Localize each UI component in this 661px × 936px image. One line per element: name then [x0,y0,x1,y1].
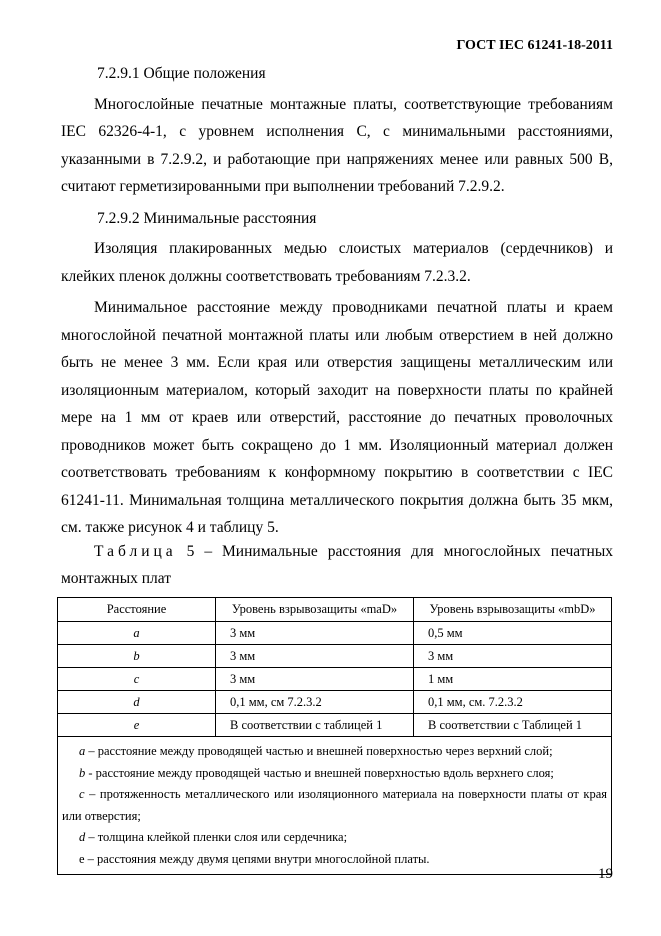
row-mad-value: 3 мм [216,622,414,645]
row-mbd-value: 0,5 мм [414,622,612,645]
header-mad: Уровень взрывозащиты «maD» [216,598,414,622]
note-a: a – расстояние между проводящей частью и внешней поверхностью через верхний слой; [79,744,553,758]
document-code: ГОСТ IEC 61241-18-2011 [456,38,613,53]
table-row [58,714,612,737]
note-d: d – толщина клейкой пленки слоя или сердечника; [79,830,348,844]
table-notes-row [58,737,612,875]
table-caption-text: 5 – Минимальные расстояния для многослойных печатных монтажных плат [61,543,613,587]
header-distance: Расстояние [58,598,216,622]
distances-table [57,597,612,875]
row-mad-value: 3 мм [216,668,414,691]
header-mbd: Уровень взрывозащиты «mbD» [414,598,612,622]
row-mad-value: 3 мм [216,645,414,668]
row-mbd-value: В соответствии с Таблицей 1 [414,714,612,737]
table-caption-word: Таблица [94,543,177,560]
row-mbd-value: 0,1 мм, см. 7.2.3.2 [414,691,612,714]
row-symbol: b [58,645,216,668]
row-mbd-value: 3 мм [414,645,612,668]
note-e: е – расстояния между двумя цепями внутри многослойной платы. [79,851,430,866]
paragraph-min-distance: Минимальное расстояние между проводниками печатной платы и краем многослойной печатной монтажной платы или любым отверстием в ней должно быть не менее 3 мм. Если края или отверстия защищены металлическим или изоляционным материалом, который заходит на поверхности платы по крайней мере на 1 мм от краев или отверстий, расстояние до печатных проволочных проводников может быть сокращено до 1 мм. Изоляционный материал должен соответствовать требованиям к конформному покрытию в соответствии с IEC 61241-11. Минимальная толщина металлического покрытия должна быть 35 мкм, см. также рисунок 4 и таблицу 5. [61,299,613,536]
note-b: b - расстояние между проводящей частью и внешней поверхностью вдоль верхнего слоя; [79,765,554,780]
row-symbol: a [58,622,216,645]
row-mad-value: 0,1 мм, см 7.2.3.2 [216,691,414,714]
table-row [58,691,612,714]
body-text [61,60,613,546]
row-mad-value: В соответствии с таблицей 1 [216,714,414,737]
section-heading-general: 7.2.9.1 Общие положения [97,65,266,82]
row-mbd-value: 1 мм [414,668,612,691]
table-caption [61,538,613,592]
table-row [58,645,612,668]
table-notes [58,737,612,875]
row-symbol: e [58,714,216,737]
note-c: c – протяженность металлического или изоляционного материала на поверхности платы от края или отверстия; [62,787,607,823]
section-heading-min-distances: 7.2.9.2 Минимальные расстояния [97,209,317,227]
table-header-row [58,598,612,622]
table-row [58,622,612,645]
row-symbol: d [58,691,216,714]
row-symbol: c [58,668,216,691]
table-row [58,668,612,691]
page-number: 19 [598,866,613,882]
paragraph-general: Многослойные печатные монтажные платы, соответствующие требованиям IEC 62326-4-1, с уровнем исполнения С, с минимальными расстояниями, указанными в 7.2.9.2, и работающие при напряжениях менее или равных 500 В, считают герметизированными при выполнении требований 7.2.9.2. [61,95,613,195]
paragraph-insulation: Изоляция плакированных медью слоистых материалов (сердечников) и клейких пленок должны соответствовать требованиям 7.2.3.2. [61,240,613,285]
